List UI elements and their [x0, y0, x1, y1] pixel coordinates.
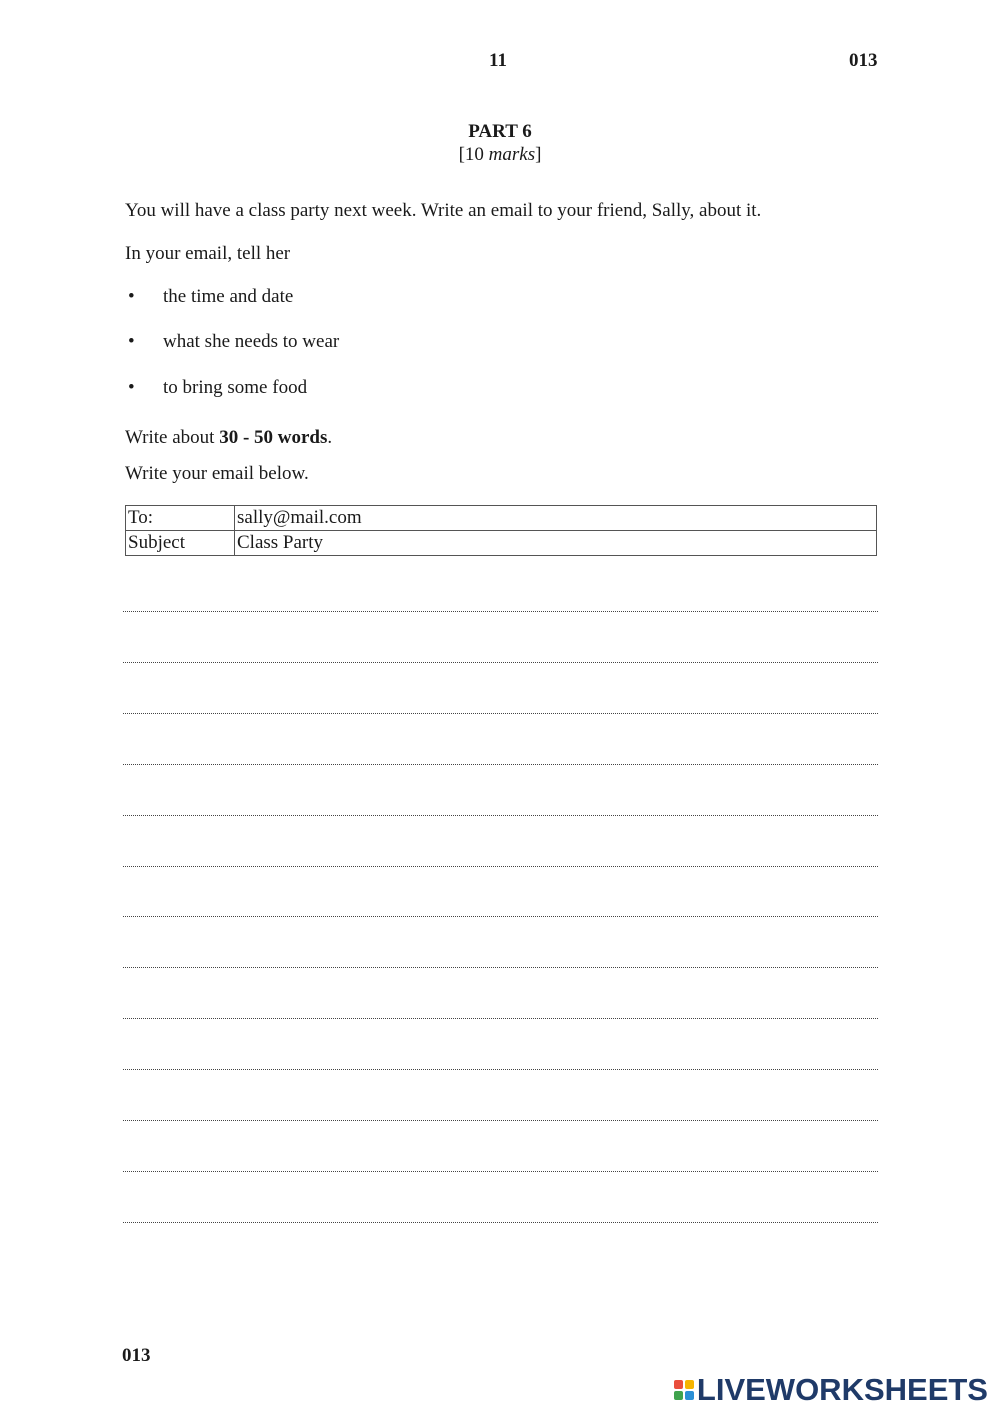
part-title: PART 6 [468, 121, 532, 142]
bullet-text: the time and date [163, 286, 294, 307]
marks-close: ] [535, 144, 542, 165]
word-count-range: 30 - 50 words [219, 427, 328, 448]
writing-line[interactable] [123, 764, 878, 765]
email-subject-row [126, 531, 877, 556]
writing-line[interactable] [123, 1222, 878, 1223]
marks-open: [10 [458, 144, 489, 165]
writing-line[interactable] [123, 1171, 878, 1172]
to-value: sally@mail.com [235, 506, 877, 531]
liveworksheets-logo [674, 1372, 988, 1408]
page-number: 11 [489, 50, 507, 71]
marks-label [0, 144, 1000, 166]
word-count-suffix: . [327, 427, 333, 448]
email-to-row [126, 506, 877, 531]
marks-word: marks [488, 144, 536, 165]
writing-line[interactable] [123, 916, 878, 917]
logo-text: LIVEWORKSHEETS [696, 1372, 988, 1407]
to-label: To: [126, 506, 235, 531]
subject-label: Subject [126, 531, 235, 556]
writing-line[interactable] [123, 611, 878, 612]
writing-line[interactable] [123, 967, 878, 968]
bullet-dot-icon: • [128, 331, 135, 352]
subject-value: Class Party [235, 531, 877, 556]
word-count-prefix: Write about [125, 427, 220, 448]
writing-line[interactable] [123, 866, 878, 867]
writing-line[interactable] [123, 815, 878, 816]
write-below-instruction: Write your email below. [125, 463, 309, 484]
bullet-text: to bring some food [163, 377, 308, 398]
writing-line[interactable] [123, 1018, 878, 1019]
writing-line[interactable] [123, 713, 878, 714]
paper-code-bottom: 013 [122, 1345, 151, 1366]
bullet-dot-icon: • [128, 377, 135, 398]
logo-squares-icon [674, 1380, 694, 1400]
instruction-tell-her: In your email, tell her [125, 243, 291, 264]
email-header-table [125, 505, 877, 556]
bullet-dot-icon: • [128, 286, 135, 307]
writing-line[interactable] [123, 1120, 878, 1121]
bullet-text: what she needs to wear [163, 331, 340, 352]
writing-line[interactable] [123, 662, 878, 663]
word-count-instruction [125, 427, 332, 449]
writing-line[interactable] [123, 1069, 878, 1070]
instruction-task: You will have a class party next week. Write an email to your friend, Sally, about it. [125, 200, 762, 221]
paper-code-top: 013 [849, 50, 878, 71]
